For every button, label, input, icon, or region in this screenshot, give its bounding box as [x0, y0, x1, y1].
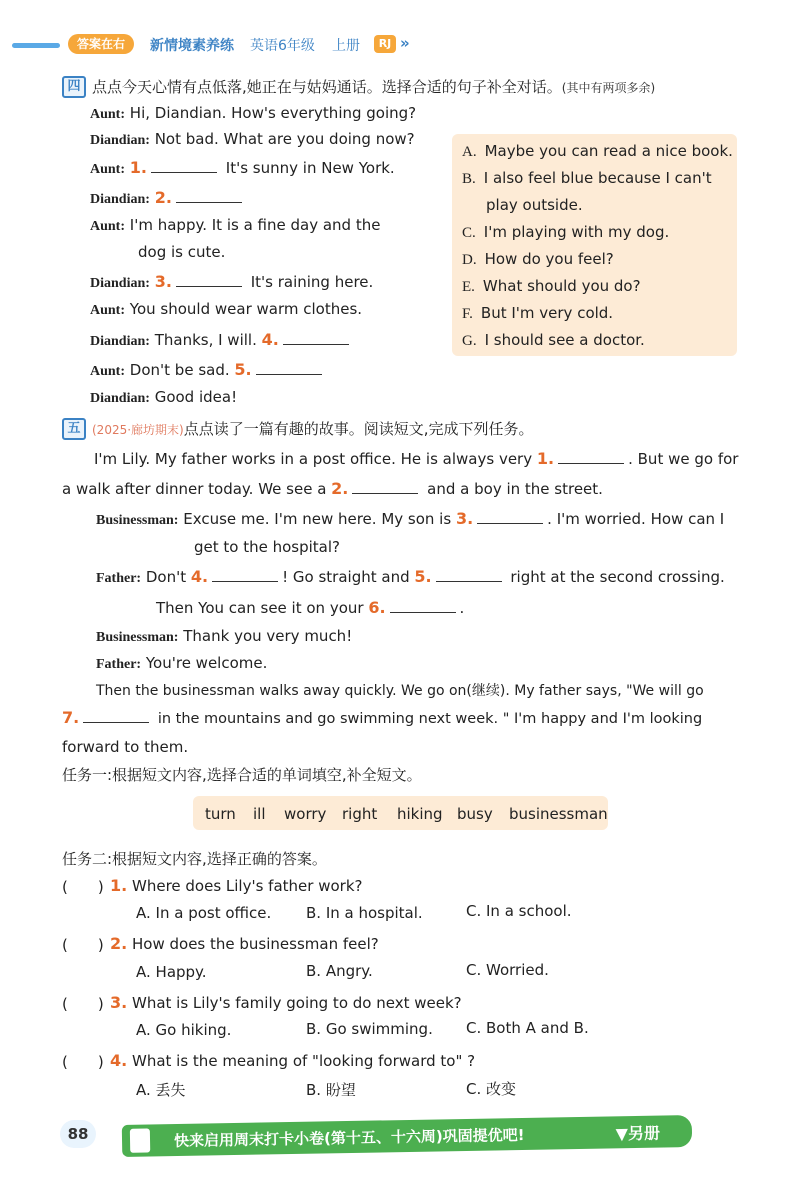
passage-line	[96, 654, 267, 673]
dialogue-text: Good idea!	[154, 388, 238, 406]
speaker-label: Aunt:	[90, 162, 126, 177]
blank-number: 1.	[129, 158, 148, 177]
dialogue-text: It's raining here.	[250, 273, 374, 291]
task-two-instruction: 任务二:根据短文内容,选择正确的答案。	[62, 850, 327, 868]
dialogue-line	[90, 272, 373, 292]
banner-tag: ▼另册	[615, 1123, 661, 1144]
answer-paren[interactable]: ( )	[62, 1053, 104, 1071]
dialogue-line	[90, 158, 395, 178]
choice[interactable]: C. Both A and B.	[466, 1019, 589, 1037]
passage-line	[156, 598, 464, 617]
passage-line-continued: get to the hospital?	[194, 538, 341, 556]
answer-blank[interactable]	[283, 330, 349, 345]
section-four-title-text: 点点今天心情有点低落,她正在与姑妈通话。选择合适的句子补全对话。	[92, 78, 562, 96]
blank-number: 3.	[154, 272, 172, 291]
dialogue-line	[90, 360, 326, 380]
answer-blank[interactable]	[390, 598, 456, 613]
word-bank-item: turn	[205, 805, 236, 823]
blank-number: 2.	[154, 188, 172, 207]
question-number: 3.	[110, 993, 128, 1012]
option-letter: D.	[462, 252, 477, 268]
dialogue-text: Hi, Diandian. How's everything going?	[129, 104, 417, 122]
answer-blank[interactable]	[176, 272, 242, 287]
blank-number: 4.	[261, 330, 279, 349]
choice[interactable]: C. Worried.	[466, 961, 549, 979]
passage-line	[96, 509, 724, 529]
passage-line: forward to them.	[62, 738, 189, 756]
option-letter: E.	[462, 279, 475, 295]
answer-blank[interactable]	[83, 708, 149, 723]
question-number: 1.	[110, 876, 128, 895]
chevron-right-icon: »	[400, 34, 410, 52]
section-four-title	[92, 76, 655, 97]
page-header	[12, 33, 792, 55]
weekend-quiz-banner[interactable]	[122, 1115, 692, 1157]
dialogue-line	[90, 104, 416, 123]
header-brand-badge: 答案在右	[68, 34, 134, 54]
answer-blank[interactable]	[256, 360, 322, 375]
word-bank-item: right	[342, 805, 378, 823]
passage-text: Then You can see it on your	[156, 599, 364, 617]
option-item	[462, 331, 645, 350]
blank-number: 5.	[414, 567, 432, 586]
answer-blank[interactable]	[151, 158, 217, 173]
passage-text: You're welcome.	[145, 654, 268, 672]
dialogue-text: Don't be sad.	[129, 361, 230, 379]
choice[interactable]: C. 改变	[466, 1080, 517, 1098]
choice[interactable]: C. In a school.	[466, 902, 572, 920]
option-letter: A.	[462, 144, 477, 160]
banner-text: 快来启用周末打卡小卷(第十五、十六周)巩固提优吧!	[173, 1125, 525, 1151]
question	[110, 1051, 475, 1070]
answer-blank[interactable]	[176, 188, 242, 203]
word-bank-item: ill	[253, 805, 266, 823]
passage-line: Then the businessman walks away quickly. We go on(继续). My father says, "We will go	[96, 683, 704, 699]
option-text: Maybe you can read a nice book.	[484, 142, 733, 160]
passage-text: right at the second crossing.	[510, 568, 725, 586]
passage-line	[96, 567, 725, 587]
speaker-label: Aunt:	[90, 219, 126, 234]
option-item	[462, 142, 733, 161]
answer-paren[interactable]: ( )	[62, 878, 104, 896]
option-item	[462, 304, 613, 323]
answer-paren[interactable]: ( )	[62, 936, 104, 954]
pencil-icon	[130, 1128, 150, 1152]
section-five-title-text: 点点读了一篇有趣的故事。阅读短文,完成下列任务。	[183, 420, 534, 438]
option-item	[462, 250, 614, 269]
passage-text: Thank you very much!	[183, 627, 353, 645]
choice[interactable]: B. 盼望	[306, 1081, 356, 1099]
dialogue-text: I'm happy. It is a fine day and the	[129, 216, 381, 234]
speaker-label: Father:	[96, 571, 142, 586]
passage-text: . I'm worried. How can I	[547, 510, 725, 528]
passage-text: ! Go straight and	[282, 568, 410, 586]
answer-blank[interactable]	[352, 479, 418, 494]
dialogue-line	[90, 188, 246, 208]
passage-text: in the mountains and go swimming next week. " I'm happy and I'm looking	[157, 711, 703, 727]
dialogue-text: Not bad. What are you doing now?	[154, 130, 415, 148]
option-text: I also feel blue because I can't	[483, 169, 712, 187]
dialogue-text: Thanks, I will.	[154, 331, 257, 349]
dialogue-line	[90, 300, 362, 319]
passage-text: Excuse me. I'm new here. My son is	[183, 510, 452, 528]
option-item	[462, 277, 641, 296]
question-text: What is Lily's family going to do next week?	[132, 994, 462, 1012]
option-text: I should see a doctor.	[484, 331, 645, 349]
speaker-label: Businessman:	[96, 513, 179, 528]
word-bank-item: busy	[457, 805, 493, 823]
section-five-number: 五	[62, 418, 86, 440]
dialogue-text: You should wear warm clothes.	[129, 300, 363, 318]
option-item-continued: play outside.	[486, 196, 583, 214]
passage-text: I'm Lily. My father works in a post office. He is always very	[94, 450, 533, 468]
dialogue-line	[90, 388, 237, 407]
speaker-label: Aunt:	[90, 364, 126, 379]
option-item	[462, 223, 669, 242]
speaker-label: Businessman:	[96, 630, 179, 645]
option-letter: C.	[462, 225, 476, 241]
speaker-label: Diandian:	[90, 192, 150, 207]
passage-text: and a boy in the street.	[427, 480, 603, 498]
answer-blank[interactable]	[212, 567, 278, 582]
blank-number: 4.	[190, 567, 209, 586]
speaker-label: Diandian:	[90, 276, 150, 291]
blank-number: 2.	[331, 479, 349, 498]
speaker-label: Aunt:	[90, 107, 126, 122]
option-item	[462, 169, 712, 188]
dialogue-line	[90, 330, 353, 350]
blank-number: 1.	[536, 449, 555, 468]
option-letter: G.	[462, 333, 477, 349]
answer-blank[interactable]	[558, 449, 624, 464]
dialogue-line	[90, 130, 415, 149]
question	[110, 934, 379, 953]
choice[interactable]: A. 丢失	[136, 1081, 186, 1099]
speaker-label: Father:	[96, 657, 142, 672]
task-one-instruction: 任务一:根据短文内容,选择合适的单词填空,补全短文。	[62, 766, 422, 784]
question-text: Where does Lily's father work?	[132, 877, 363, 895]
section-four-number: 四	[62, 76, 86, 98]
speaker-label: Aunt:	[90, 303, 126, 318]
section-four-note: (其中有两项多余)	[561, 81, 656, 95]
dialogue-text: It's sunny in New York.	[225, 159, 395, 177]
answer-blank[interactable]	[477, 509, 543, 524]
answer-blank[interactable]	[436, 567, 502, 582]
header-volume: 上册	[332, 38, 360, 54]
speaker-label: Diandian:	[90, 391, 150, 406]
passage-text: . But we go for	[628, 450, 739, 468]
option-letter: B.	[462, 171, 476, 187]
dialogue-line-continued: dog is cute.	[138, 243, 226, 261]
options-box	[452, 134, 737, 356]
option-text: But I'm very cold.	[480, 304, 614, 322]
option-text: I'm playing with my dog.	[483, 223, 670, 241]
question-number: 2.	[110, 934, 128, 953]
choice[interactable]: B. Go swimming.	[306, 1020, 433, 1038]
option-letter: F.	[462, 306, 473, 322]
blank-number: 5.	[234, 360, 252, 379]
choice[interactable]: A. Go hiking.	[136, 1021, 232, 1039]
passage-line	[62, 708, 702, 727]
question	[110, 876, 362, 895]
choice[interactable]: B. In a hospital.	[306, 904, 423, 922]
passage-line	[62, 479, 603, 498]
answer-paren[interactable]: ( )	[62, 995, 104, 1013]
option-text: How do you feel?	[484, 250, 614, 268]
header-accent-bar	[12, 43, 60, 48]
choice[interactable]: B. Angry.	[306, 962, 373, 980]
word-bank-item: hiking	[397, 805, 443, 823]
word-bank-item: businessman	[509, 805, 608, 823]
passage-line	[96, 627, 352, 646]
section-five-title	[92, 418, 534, 439]
question-text: How does the businessman feel?	[132, 935, 379, 953]
blank-number: 3.	[455, 509, 474, 528]
question-number: 4.	[110, 1051, 128, 1070]
passage-text: .	[459, 599, 465, 617]
blank-number: 6.	[368, 598, 386, 617]
speaker-label: Diandian:	[90, 334, 150, 349]
passage-text: a walk after dinner today. We see a	[62, 480, 327, 498]
header-edition-badge: RJ	[374, 35, 396, 53]
passage-line	[94, 449, 738, 468]
question-text: What is the meaning of "looking forward to" ?	[132, 1052, 476, 1070]
dialogue-line	[90, 216, 380, 235]
header-series: 新情境素养练	[150, 38, 234, 54]
question	[110, 993, 462, 1012]
choice[interactable]: A. In a post office.	[136, 904, 272, 922]
header-grade: 英语6年级	[250, 38, 315, 54]
choice[interactable]: A. Happy.	[136, 963, 207, 981]
word-bank-item: worry	[284, 805, 327, 823]
blank-number: 7.	[62, 708, 80, 727]
speaker-label: Diandian:	[90, 133, 150, 148]
page-number: 88	[60, 1120, 96, 1148]
word-bank	[193, 796, 608, 830]
option-text: What should you do?	[482, 277, 641, 295]
passage-text: Don't	[145, 568, 187, 586]
section-five-source: (2025·廊坊期末)	[92, 423, 184, 437]
